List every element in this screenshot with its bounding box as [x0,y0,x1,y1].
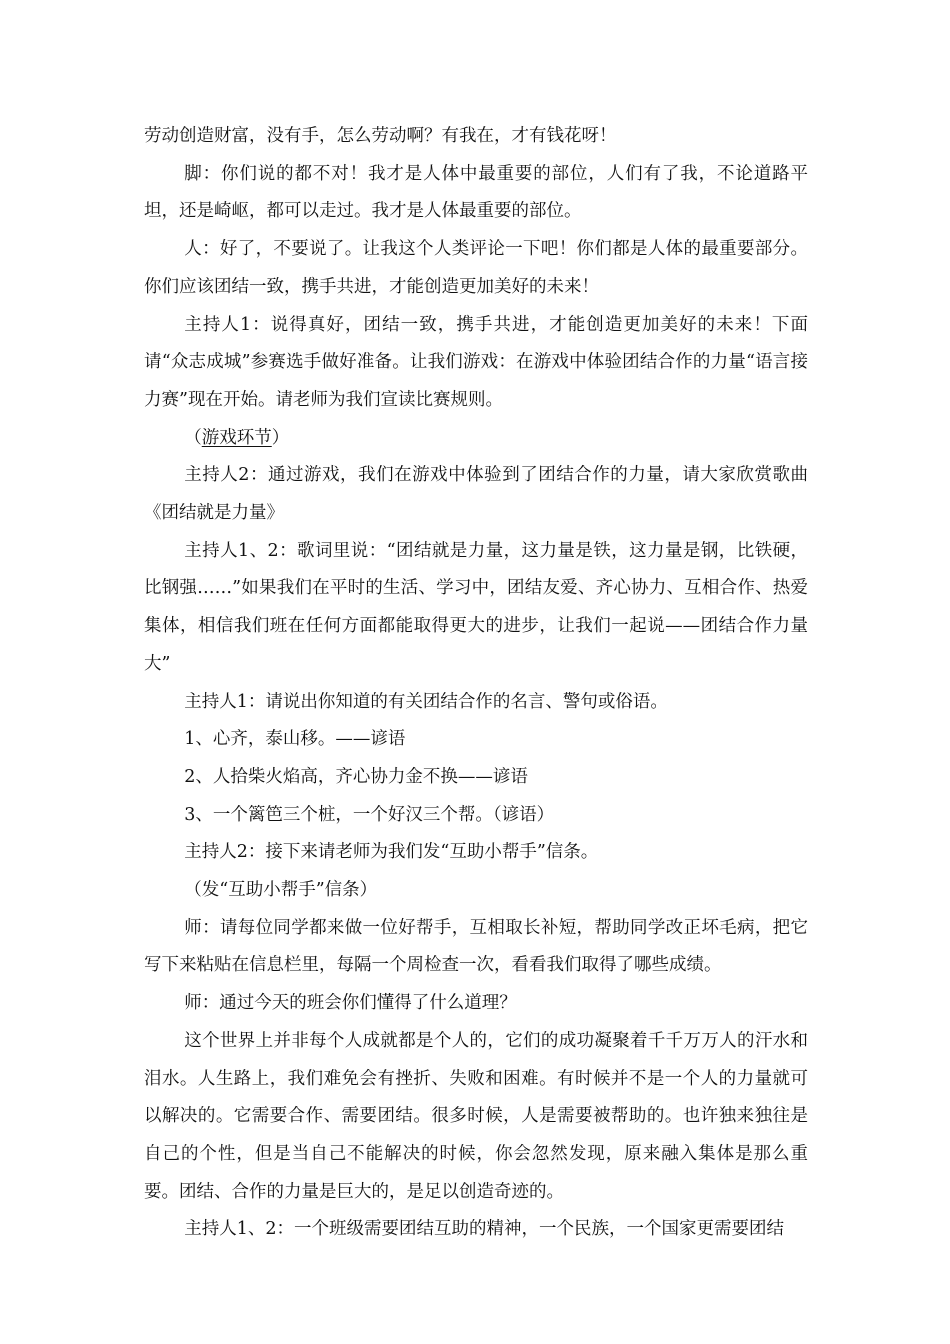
paragraph-foot: 脚：你们说的都不对！我才是人体中最重要的部位，人们有了我，不论道路平坦，还是崎岖，都可以走过。我才是人体最重要的部位。 [144,163,808,222]
paragraph-host1-quotes: 主持人1：请说出你知道的有关团结合作的名言、警句或俗语。 [184,691,668,712]
paragraph-labor: 劳动创造财富，没有手，怎么劳动啊？有我在，才有钱花呀！ [144,126,617,146]
paren-close: ） [271,427,290,448]
paragraph-host12-lyrics: 主持人1、2：歌词里说：“团结就是力量，这力量是铁，这力量是钢，比铁硬，比钢强……”如果我们在平时的生活、学习中，团结友爱、齐心协力、互相合作、热爱集体，相信我们班在任何方面都能取得更大的进步，让我们一起说——团结合作力量大” [144,540,808,674]
paragraph-game-section [144,420,808,458]
document-body [144,118,808,1249]
paragraph-host2-helper: 主持人2：接下来请老师为我们发“互助小帮手”信条。 [184,842,599,863]
proverb-item-1: 1、心齐，泰山移。——谚语 [184,729,406,750]
paren-open: （ [184,427,202,448]
paragraph-helper-note: （发“互助小帮手”信条） [184,880,378,901]
paragraph-host2-song: 主持人2：通过游戏，我们在游戏中体验到了团结合作的力量，请大家欣赏歌曲《团结就是力量》 [144,465,808,524]
paragraph-teacher-question: 师：通过今天的班会你们懂得了什么道理？ [184,993,517,1014]
proverb-item-2: 2、人拾柴火焰高，齐心协力金不换——谚语 [184,766,528,787]
paragraph-host1-game: 主持人1：说得真好，团结一致，携手共进，才能创造更加美好的未来！下面请“众志成城”参赛选手做好准备。让我们游戏：在游戏中体验团结合作的力量“语言接力赛”现在开始。请老师为我们宣读比赛规则。 [144,314,808,410]
paragraph-reflection: 这个世界上并非每个人成就都是个人的，它们的成功凝聚着千千万万人的汗水和泪水。人生路上，我们难免会有挫折、失败和困难。有时候并不是一个人的力量就可以解决的。它需要合作、需要团结。很多时候，人是需要被帮助的。也许独来独往是自己的个性，但是当自己不能解决的时候，你会忽然发现，原来融入集体是那么重要。团结、合作的力量是巨大的，是足以创造奇迹的。 [144,1030,808,1202]
paragraph-teacher-helper: 师：请每位同学都来做一位好帮手，互相取长补短，帮助同学改正坏毛病，把它写下来粘贴在信息栏里，每隔一个周检查一次，看看我们取得了哪些成绩。 [144,917,808,976]
game-section-label: 游戏环节 [201,427,272,448]
paragraph-person: 人：好了，不要说了。让我这个人类评论一下吧！你们都是人体的最重要部分。你们应该团结一致，携手共进，才能创造更加美好的未来！ [144,239,808,297]
proverb-item-3: 3、一个篱笆三个桩，一个好汉三个帮。（谚语） [184,804,555,825]
paragraph-host12-closing: 主持人1、2：一个班级需要团结互助的精神，一个民族，一个国家更需要团结 [184,1219,785,1240]
